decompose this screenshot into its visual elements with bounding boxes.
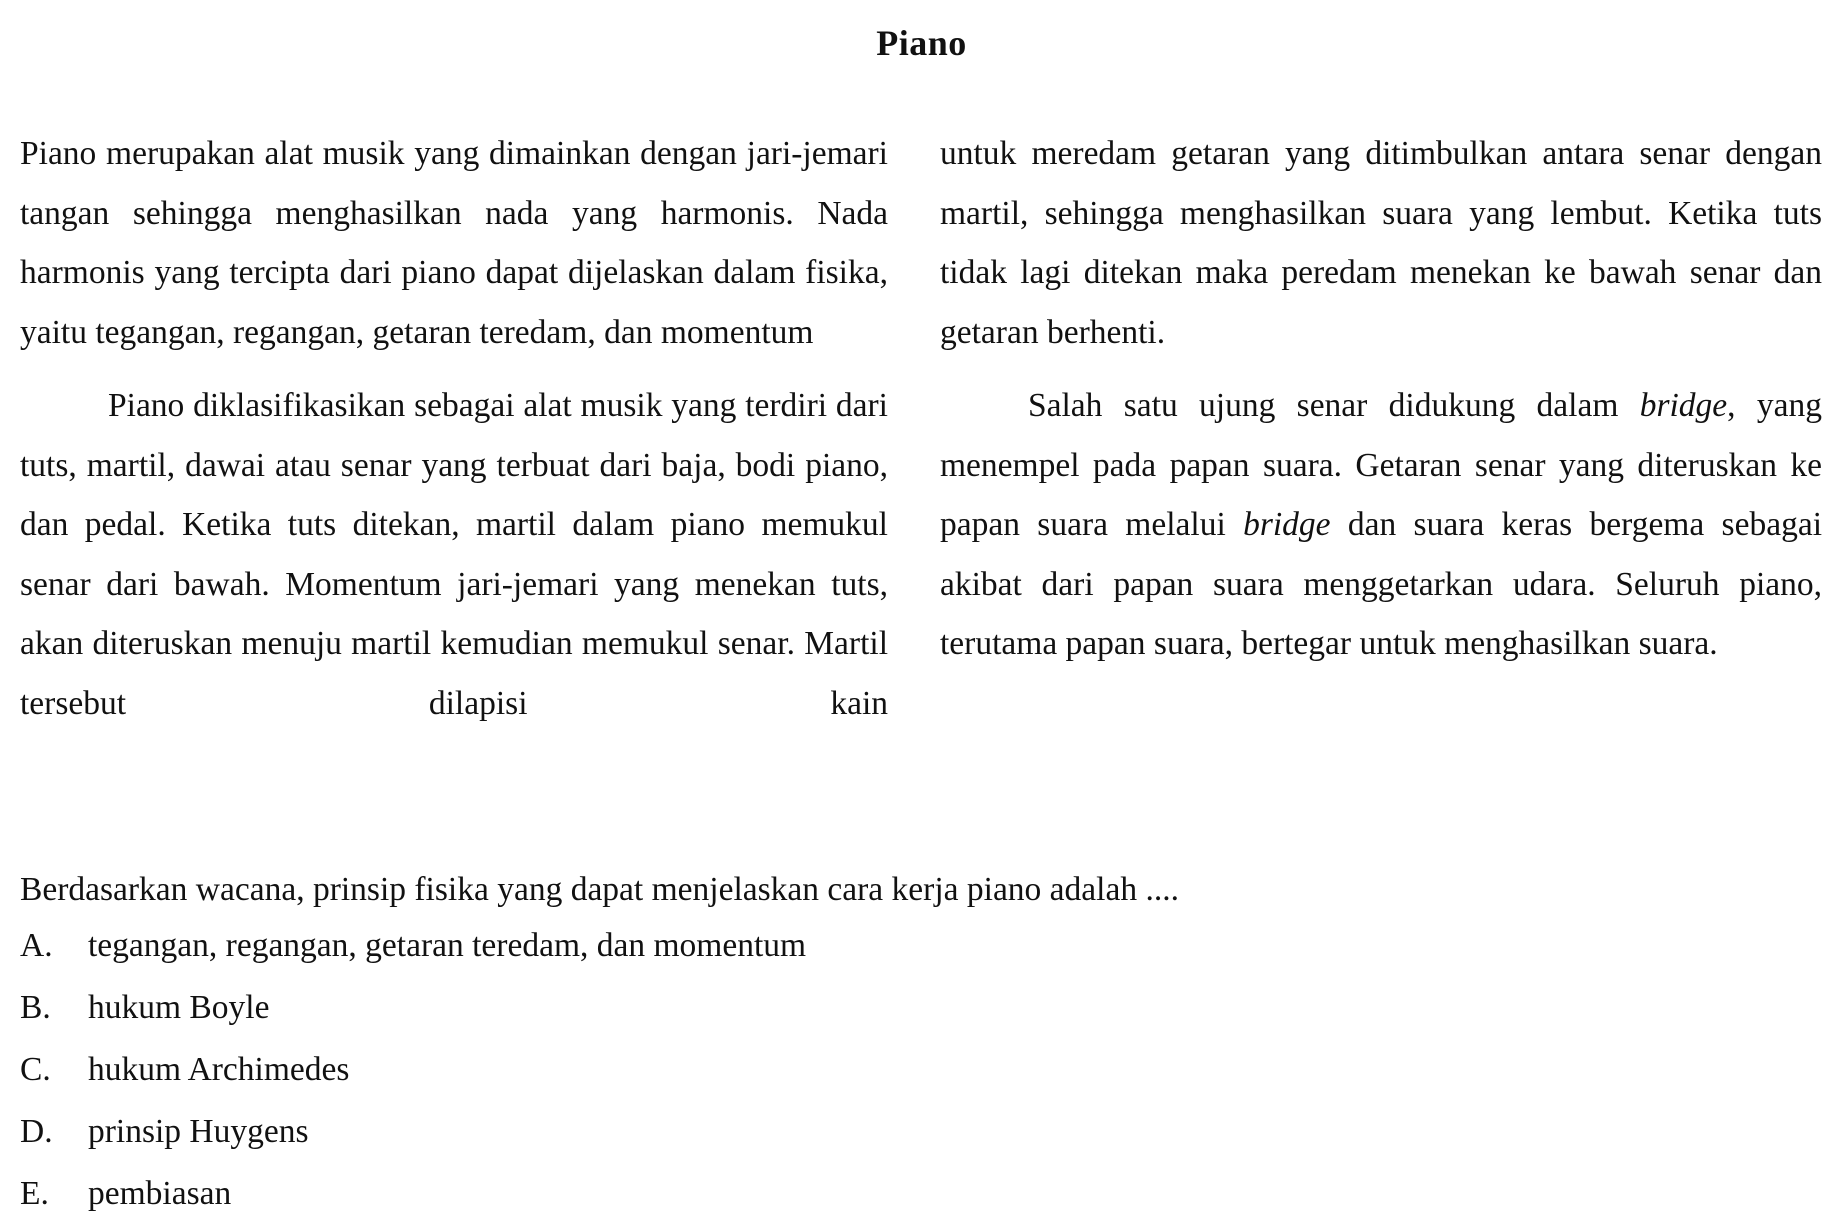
question-prompt: Berdasarkan wacana, prinsip fisika yang dapat menjelaskan cara kerja piano adalah .... — [20, 871, 1179, 908]
left-column — [20, 124, 888, 733]
option-letter: C. — [20, 1051, 51, 1088]
paragraph-bridge — [940, 376, 1822, 674]
option-b[interactable] — [20, 980, 806, 1042]
paragraph-classification: Piano diklasifikasikan sebagai alat musik yang terdiri dari tuts, martil, dawai atau senar yang terbuat dari baja, bodi piano, dan pedal. Ketika tuts ditekan, martil dalam piano memukul senar dari bawah. Momentum jari-jemari yang menekan tuts, akan diteruskan menuju martil kemudian memukul senar. Martil tersebut dilapisi kain — [20, 387, 888, 722]
option-letter: E. — [20, 1175, 49, 1212]
answer-options — [20, 918, 806, 1228]
option-c[interactable] — [20, 1042, 806, 1104]
paragraph-bridge-text-3: dan suara keras bergema sebagai akibat dari papan suara menggetarkan udara. Seluruh piano, terutama papan suara, bertegar untuk menghasilkan suara. — [940, 506, 1822, 662]
option-d[interactable] — [20, 1104, 806, 1166]
option-letter: B. — [20, 989, 51, 1026]
paragraph-damper: untuk meredam getaran yang ditimbulkan antara senar dengan martil, sehingga menghasilkan suara yang lembut. Ketika tuts tidak lagi ditekan maka peredam menekan ke bawah senar dan getaran berhenti. — [940, 135, 1822, 351]
term-bridge: bridge — [1639, 387, 1728, 424]
term-bridge: bridge — [1243, 506, 1331, 543]
option-text: hukum Archimedes — [88, 1051, 350, 1088]
option-letter: A. — [20, 927, 53, 964]
option-e[interactable] — [20, 1166, 806, 1228]
option-letter: D. — [20, 1113, 53, 1150]
option-a[interactable] — [20, 918, 806, 980]
paragraph-intro: Piano merupakan alat musik yang dimainkan dengan jari-jemari tangan sehingga menghasilkan nada yang harmonis. Nada harmonis yang tercipta dari piano dapat dijelaskan dalam fisika, yaitu tegangan, regangan, getaran teredam, dan momentum — [20, 135, 888, 351]
paragraph-bridge-text-2: , yang menempel pada papan suara. Getaran senar yang diteruskan ke papan suara melalui — [940, 387, 1822, 543]
document-title: Piano — [876, 23, 967, 63]
option-text: prinsip Huygens — [88, 1113, 309, 1150]
paragraph-bridge-text-1: Salah satu ujung senar didukung dalam — [1028, 387, 1640, 424]
option-text: pembiasan — [88, 1175, 232, 1212]
option-text: hukum Boyle — [88, 989, 270, 1026]
option-text: tegangan, regangan, getaran teredam, dan momentum — [88, 927, 807, 964]
right-column — [940, 124, 1822, 674]
